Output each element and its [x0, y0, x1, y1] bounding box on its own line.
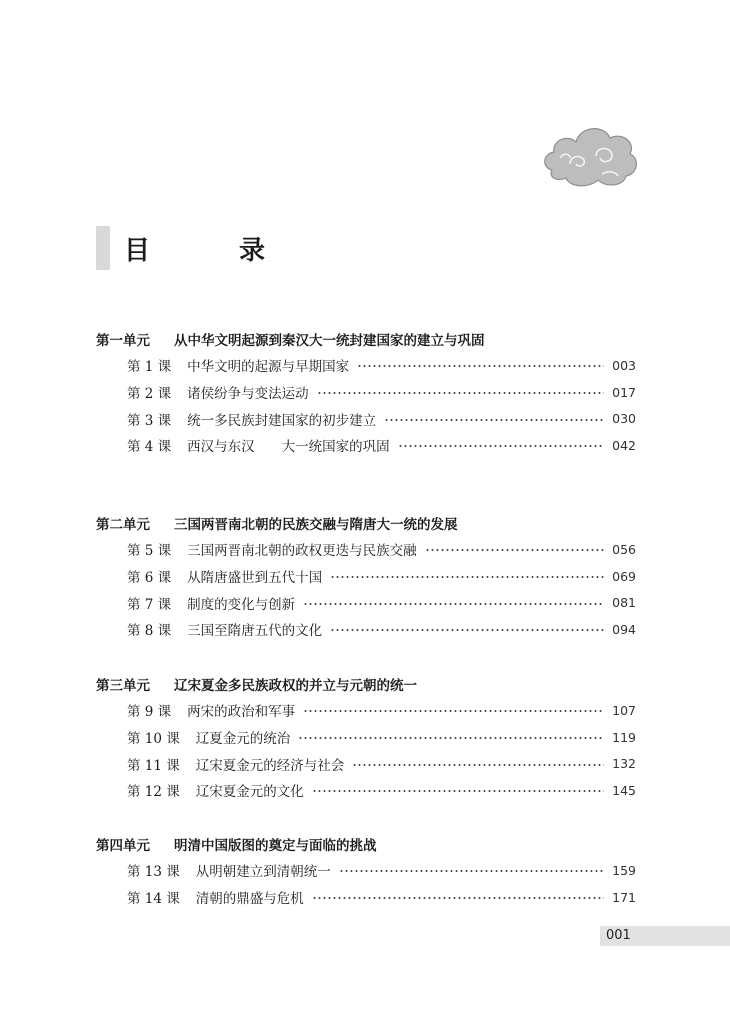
page-number: 145: [612, 782, 636, 798]
lesson-title: 统一多民族封建国家的初步建立: [187, 412, 377, 429]
lesson-label: 第 11 课: [127, 757, 180, 774]
toc-entry[interactable]: [127, 884, 636, 911]
lesson-title: 三国至隋唐五代的文化: [187, 623, 323, 640]
toc-entry[interactable]: [127, 697, 636, 724]
lesson-label: 第 1 课: [127, 359, 172, 376]
page-number: 107: [612, 702, 636, 718]
dot-leader: [303, 710, 604, 712]
lesson-title: 辽宋夏金元的经济与社会: [195, 757, 345, 774]
page-number: 056: [612, 541, 636, 557]
page-number: 017: [612, 384, 636, 400]
unit-label: 第二单元: [96, 517, 150, 533]
dot-leader: [298, 737, 604, 739]
page-number: 081: [612, 595, 636, 611]
toc-entry[interactable]: [127, 589, 636, 616]
page-number: 042: [612, 437, 636, 453]
dot-leader: [312, 790, 604, 792]
unit-2: [96, 514, 636, 643]
page-number: 171: [612, 889, 636, 905]
unit-title: 辽宋夏金多民族政权的并立与元朝的统一: [174, 678, 417, 694]
unit-heading[interactable]: [96, 330, 636, 352]
unit-heading[interactable]: [96, 514, 636, 536]
lesson-label: 第 8 课: [127, 623, 172, 640]
unit-label: 第三单元: [96, 678, 150, 694]
dot-leader: [317, 392, 604, 394]
page-number: 159: [612, 862, 636, 878]
lesson-title: 制度的变化与创新: [187, 596, 296, 613]
dot-leader: [330, 576, 604, 578]
lesson-label: 第 4 课: [127, 439, 172, 456]
dot-leader: [398, 445, 604, 447]
toc-entry[interactable]: [127, 405, 636, 432]
lesson-title: 辽夏金元的统治: [195, 731, 291, 748]
title-accent-bar: [96, 226, 110, 270]
unit-label: 第一单元: [96, 333, 150, 349]
dot-leader: [357, 365, 604, 367]
unit-title: 从中华文明起源到秦汉大一统封建国家的建立与巩固: [174, 333, 485, 349]
lesson-label: 第 6 课: [127, 570, 172, 587]
dot-leader: [339, 870, 604, 872]
toc-entry[interactable]: [127, 379, 636, 406]
lesson-title: 从明朝建立到清朝统一: [195, 864, 331, 881]
page-title: 目 录: [124, 235, 306, 266]
lesson-label: 第 13 课: [127, 864, 180, 881]
dot-leader: [352, 764, 604, 766]
lesson-title: 辽宋夏金元的文化: [195, 784, 304, 801]
lesson-label: 第 7 课: [127, 596, 172, 613]
dot-leader: [303, 603, 604, 605]
toc-entry[interactable]: [127, 432, 636, 459]
toc-entry[interactable]: [127, 724, 636, 751]
lesson-title: 中华文明的起源与早期国家: [187, 359, 350, 376]
toc-entry[interactable]: [127, 352, 636, 379]
dot-leader: [330, 629, 604, 631]
lesson-title: 清朝的鼎盛与危机: [195, 891, 304, 908]
dot-leader: [312, 897, 604, 899]
toc-entry[interactable]: [127, 616, 636, 643]
cloud-icon: [540, 112, 640, 192]
dot-leader: [384, 419, 604, 421]
dot-leader: [425, 549, 604, 551]
lesson-title: 西汉与东汉 大一统国家的巩固: [187, 439, 390, 456]
lesson-label: 第 3 课: [127, 412, 172, 429]
page-number: 094: [612, 621, 636, 637]
lesson-title: 三国两晋南北朝的政权更迭与民族交融: [187, 543, 417, 560]
footer-page-number: 001: [606, 928, 631, 943]
toc-entry[interactable]: [127, 857, 636, 884]
lesson-label: 第 10 课: [127, 731, 180, 748]
unit-3: [96, 675, 636, 804]
page-number: 030: [612, 411, 636, 427]
lesson-label: 第 2 课: [127, 386, 172, 403]
lesson-title: 诸侯纷争与变法运动: [187, 386, 309, 403]
page-number: 003: [612, 357, 636, 373]
lesson-title: 从隋唐盛世到五代十国: [187, 570, 323, 587]
lesson-label: 第 14 课: [127, 891, 180, 908]
lesson-title: 两宋的政治和军事: [187, 704, 296, 721]
toc-entry[interactable]: [127, 750, 636, 777]
unit-heading[interactable]: [96, 835, 636, 857]
lesson-label: 第 9 课: [127, 704, 172, 721]
unit-title: 明清中国版图的奠定与面临的挑战: [174, 838, 377, 854]
toc-entry[interactable]: [127, 563, 636, 590]
unit-1: [96, 330, 636, 459]
unit-label: 第四单元: [96, 838, 150, 854]
lesson-label: 第 12 课: [127, 784, 180, 801]
lesson-label: 第 5 课: [127, 543, 172, 560]
toc-entry[interactable]: [127, 777, 636, 804]
toc-header: [96, 226, 305, 270]
page-number: 069: [612, 568, 636, 584]
unit-4: [96, 835, 636, 910]
page-number: 132: [612, 756, 636, 772]
toc-entry[interactable]: [127, 536, 636, 563]
unit-title: 三国两晋南北朝的民族交融与隋唐大一统的发展: [174, 517, 458, 533]
unit-heading[interactable]: [96, 675, 636, 697]
page-number: 119: [612, 729, 636, 745]
